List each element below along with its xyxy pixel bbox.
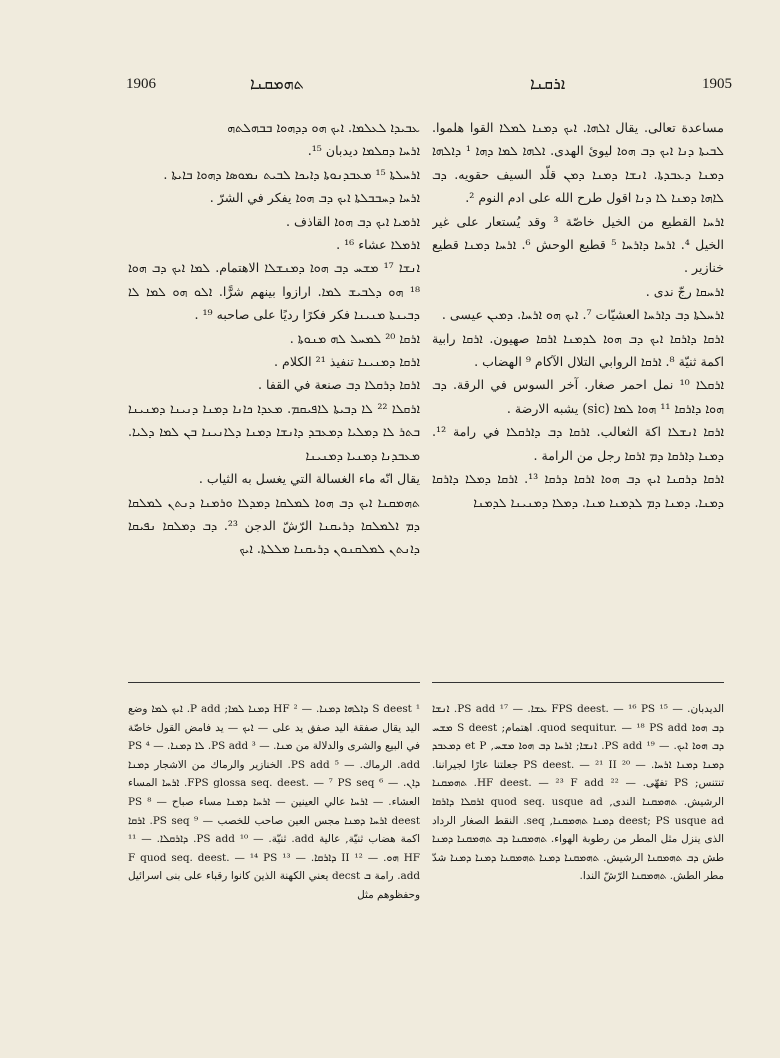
dictionary-entry: مساعدة تعالى. يقال ܐܠܗܐ. ܐܝܟ ܕܡܢܐ ܠܡܠܐ القوا هلموا. ܠܒܝܬܐ ܕܢܐ ܐܝܟ ܕܒ ܗܘܐ ليوئ الهدى. ܐܠܗܐ ܠܡܐ ܕܗܐ ¹ ܕܐܠܗܐ ܕܡܢܐ ܕܥܒܕܬܐ. ܐܢܫܐ ܕܡܢܐ ܕܡܢ قلّد السيف حقويه. ܕܒ ܠܐܗܐ ܕܡܢܐ ܠܐ ܕܢܐ اقول طرح الله على ادم النوم ².: [432, 120, 724, 206]
dictionary-entry: ܐܪܚܐ ܕܩܠܡܐ ديدبان ¹⁵.: [307, 143, 420, 159]
footnote-block: ¹ S deest ܕܐܠܗܐ ܕܡܢܐ. — ² HF ܕܡܢܐ ܠܡܐ; P add. ܐܝܟ ܠܡܐ وضع اليد يقال صفقة اليد صفق يد على — ܐܝܟ — يد فامض القول خاصّة في البيع والشرى والدلالة من ܡܢܐ. — ³ PS add. ܠܐ ܕܡܢܐ. — ⁴ PS add. الرماك. — ⁵ PS add. الخنازير والرماك من الاشجار ܕܡܢܐ ܕܐܢ. — ⁶ FPS glossa seq. deest. — ⁷ PS seq. ܐܪܚܐ المساء العشاء. — ܐܪܚܐ عالي العينين — ܐܪܚܐ ܕܡܢܐ مساء صباح — ⁸ PS deest ܐܪܚܐ ܕܡܢܐ مجس العين صاحب للخصب — ⁹ PS seq. ܐܪܩܐ اكمة هضاب ثنيّة, عالية add. ثنيّة. — ¹⁰ PS add. ܕܐܪܩܠܐ. — ¹¹ HF ܗܘ. — ¹² II ܕܐܪܩܐ. — ¹³ F quod seq. deest. — ¹⁴ PS add. رامة ܒ decst يعني الكهنة الذين كانوا رقباء على بنى اسرائيل وحفظوهم مثل: [128, 703, 420, 901]
dictionary-entry: ܐܪܡܠܐ عشاء ¹⁶ .: [336, 237, 420, 253]
dictionary-entry: يقال انّه ماء الغسالة التي يغسل به الثياب .: [198, 471, 420, 487]
dictionary-entry: ܐܪܚܐ ܕܚܒܒܠܬܐ ܐܝܟ ܕܒ ܗܘܐ يفكر في الشرّ .: [209, 190, 420, 206]
dictionary-entry: ܐܪܚܩܐ رجّ ندى .: [645, 283, 724, 299]
dictionary-entry: ܥܒܝܕܐ ܠܥܠܡܐ. ܐܝܟ ܗܘ ܕܕܗܘܐ ܒܒܗܠܬܗ: [227, 120, 420, 135]
footnote-block: الديدبان. — ¹⁵ FPS deest. — ¹⁶ PS ܥܫܐ. — ¹⁷ PS add. ܐܢܫܐ ܕܒ ܗܘܐ quod sequitur. — ¹⁸ PS add. اهتمام; S deest ܡܫܚ ܕܒ ܗܘܐ ܐܝܟ. — ¹⁹ PS add. ܐܢܫܐ; ܐܪܚܐ ܕܒ ܗܘܐ ܡܫܚ, et P ܕܡܥܒܕ ܕܡܢܐ ܕܡܢܐ ܐܪܚܐ. — ²⁰ PS deest. — ²¹ II جعلتنا عارًا لجيراننا. تنتنس; PS تفهّى. — ²² HF deest. — ²³ F add. ܬܗܡܩܢܐ الرشيش. ܬܗܡܩܢܐ الندى, quod seq. usque ad ܐܪܩܠܐ ܕܐܪܩܐ deest; PS usque ad ܕܡܢܐ ܬܗܡܩܢܐ, seq. النقط الصغار الرداد الذى ينزل مثل المطر من رطوبة الهواء. ܬܗܡܩܢܐ ܕܒ ܬܗܡܩܢܐ ܕܡܢܐ طش ܕܒ ܬܗܡܩܢܐ الرشيش. ܬܗܡܩܢܐ ܕܡܢܐ ܬܗܡܩܢܐ ܕܡܢܐ ܕܡܢܐ شدّ مطر الطش. ܬܗܡܩܢܐ الرّشّ الندا.: [432, 703, 724, 883]
dictionary-entry: ܐܪܩܐ ܐܢܫܠܐ اكة الثعالب. ܐܪܩܐ ܕܒ ܕܐܪܩܠܐ في رامة ¹². ܕܡܢܐ ܕܐܪܩܐ ܕܡ ܐܪܩܐ رجل من الرامة .: [432, 424, 724, 463]
right-page-number: 1905: [702, 76, 732, 92]
left-page-number: 1906: [126, 76, 156, 92]
dictionary-entry: ܐܪܩܐ ܕܪܩܢܐ ܐܝܟ ܕܒ ܗܘܐ ܐܪܩܐ ܕܪܩܐ ¹³. ܐܪܩܐ ܕܡܠܐ ܕܐܪܩܐ ܕܡܢܐ. ܕܡܢܐ ܕܡ ܠܕܡܢܐ ܡܢܐ. ܕܡܠܐ ܕܡܢܝܢܐ ܠܕܡܢܐ: [432, 471, 724, 510]
dictionary-entry: ܐܪܡܝܐ ܐܝܟ ܕܒ ܗܘܐ القاذف .: [286, 213, 420, 229]
left-footnotes: [128, 700, 420, 930]
dictionary-entry: ܐܪܩܠܐ ¹⁰ نمل احمر صغار. آخر السوس في الرقة. ܕܒ ܗܘܐ ܕܐܪܩܐ ¹¹ ܗܘܐ ܠܡܐ (sic) يشبه الارضة .: [432, 377, 724, 416]
right-footnotes: [432, 700, 724, 930]
dictionary-entry: ܐܪܚܠܬܐ ܕܒ ܕܐܪܚܐ العشيّات ⁷. ܐܝܟ ܗܘ ܐܪܚܐ. ܕܡܝܢ عيسى .: [441, 307, 724, 323]
right-column: [432, 116, 724, 676]
dictionary-entry: ܐܢܫܐ ¹⁷ ܡܫܚ ܕܒ ܗܘܐ ܕܡܢܫܠܐ الاهتمام. ܠܡܐ ܐܝܟ ܕܒ ܗܘܐ ¹⁸ ܗܘ ܕܠܒܝܫ ܠܡܐ. ارازوا بينهم شرًّا. ܐܠܘ ܗܘ ܠܡܐ ܠܐ ܕܒܝܢܬܐ ܡܢܝܢܐ فكر فكرًا رديًا على صاحبه ¹⁹ .: [128, 260, 420, 323]
dictionary-entry: ܐܪܩܐ ܕܪܩܠܐ ܕܒ صنعة في القفا .: [258, 377, 420, 393]
left-running-head: ܬܗܡܩܢܐ: [250, 74, 304, 93]
right-running-head: ܐܪܩܢܐ: [530, 74, 566, 93]
dictionary-entry: ܐܪܚܐ القطيع من الخيل خاصّة ³ وقد يُستعار على غير الخيل ⁴. ܐܪܚܐ ܕܐܪܚܐ ⁵ قطيع الوحش ⁶. ܐܪܚܐ ܕܡܢܐ قطيع خنازير .: [432, 213, 724, 276]
page-header: [0, 76, 780, 100]
footnote-divider: [432, 682, 724, 683]
footnote-divider: [128, 682, 420, 683]
dictionary-entry: ܐܪܩܐ ܕܡܢܝܢܐ تنفيذ ²¹ الكلام .: [274, 354, 420, 370]
dictionary-entry: ܐܪܚܠܬܐ ¹⁵ ܡܥܒܕܢܘܬܐ ܕܐܝܟܐ ܠܒܝܬ ܢܡܘܣܐ ܕܗܘܐ ܒܐܝܬܐ .: [163, 166, 420, 182]
dictionary-entry: ܐܪܩܠܐ ²² ܠܐ ܕܒܝܬܐ ܠܐܦܝܩܡ. ܡܥܕܐ ܟܐܢܐ ܕܡܢܐ ܕܢܝܢܐ ܕܡܢܝܢܐ ܒܬܪ ܠܐ ܕܡܠܝܐ ܕܡܥܒܕ ܕܐܢܫܐ ܕܡܢܐ ܕܠܐܢܝܢܐ ܒܢ ܠܡܐ ܕܠܝܐ. ܡܥܒܕܢܐ ܕܡܢܝܐ ܕܡܢܝܢܐ: [128, 400, 420, 463]
dictionary-entry: ܬܗܡܩܢܐ ܐܝܟ ܕܒ ܗܘܐ ܠܡܠܩܐ ܕܡܕܠܐ ܘܪܡܢܐ ܕܢܬܢ ܠܡܠܩܐ ܕܡ ܐܠܡܠܩܐ ܕܪܝܩܢܐ الرّشّ الدجن ²³. ܕܒ ܕܡܠܩܐ ܢܦܝܩܐ ܕܐܢܬܢ ܠܡܠܩܢܘܢ ܕܪܝܩܢܐ ܡܠܠܬܐ. ܐܝܟ: [128, 494, 420, 557]
left-column: [128, 116, 420, 676]
dictionary-entry: ܐܪܩܐ ܕܐܪܩܐ ܐܝܟ ܕܒ ܗܘܐ ܠܕܡܢܐ ܐܪܩܐ صهيون. ܐܪܩܐ رابية اكمة ثنيّة ⁸. ܐܪܩܐ الروابي التلال الآكام ⁹ الهضاب .: [432, 330, 724, 370]
dictionary-entry: ܐܪܩܐ ²⁰ ܠܡܚܠ ܠܗ ܡܢܘܬܐ .: [289, 330, 420, 346]
